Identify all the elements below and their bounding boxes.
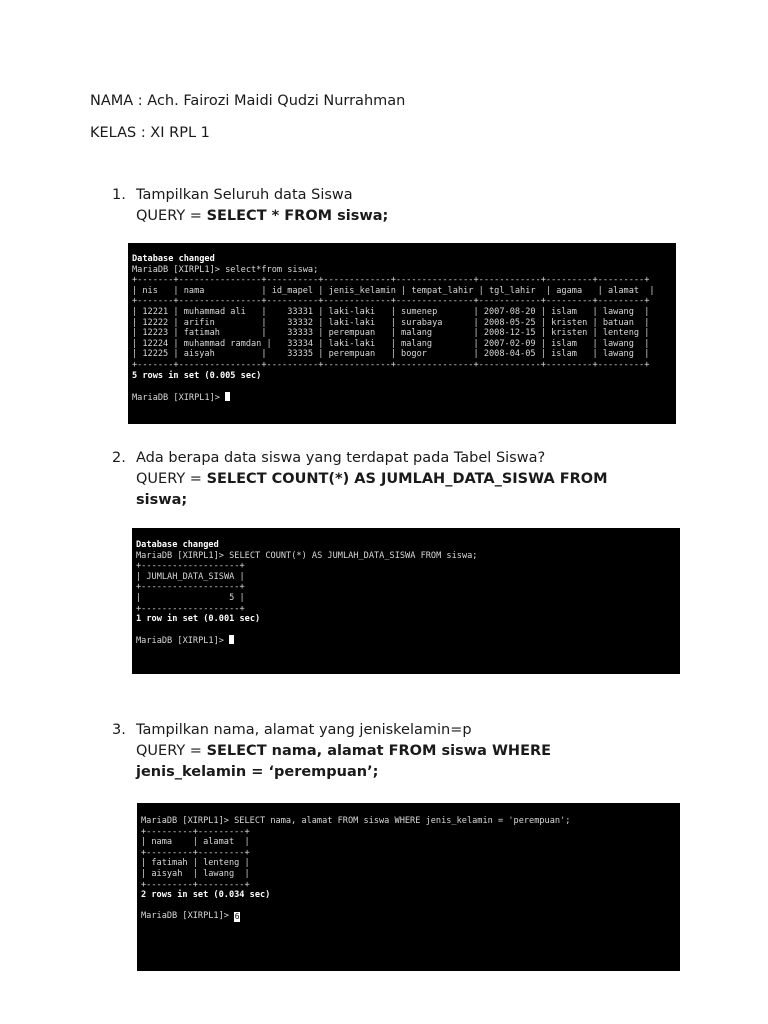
terminal-line: MariaDB [XIRPL1]>: [132, 392, 676, 404]
terminal-line: 1 row in set (0.001 sec): [136, 614, 261, 625]
terminal-line: | aisyah | lawang |: [141, 868, 250, 879]
terminal-line: Database changed: [132, 254, 215, 264]
terminal-line: [141, 901, 680, 912]
terminal-line: MariaDB [XIRPL1]> select*from siswa;: [132, 264, 319, 275]
student-class: KELAS : XI RPL 1: [90, 125, 210, 141]
terminal-line: | fatimah | lenteng |: [141, 858, 250, 869]
terminal-cursor: [225, 392, 230, 401]
item-3-question: Tampilkan nama, alamat yang jeniskelamin=p: [136, 722, 472, 738]
terminal-line: +---------+---------+: [141, 847, 250, 858]
terminal-line: [132, 381, 676, 392]
terminal-line: | JUMLAH_DATA_SISWA |: [136, 571, 245, 582]
terminal-line: 2 rows in set (0.034 sec): [141, 890, 271, 901]
item-1-query-line: [136, 206, 656, 227]
terminal-line: | 12223 | fatimah | 33333 | perempuan | malang | 2008-12-15 | kristen | lenteng |: [132, 328, 650, 339]
terminal-line: +-------+----------------+----------+-------------+---------------+------------+---------+---------+: [132, 296, 650, 307]
item-1-query: SELECT * FROM siswa;: [206, 208, 389, 224]
terminal-line: +---------+---------+: [141, 879, 250, 890]
terminal-line: | 5 |: [136, 592, 245, 603]
terminal-line: 5 rows in set (0.005 sec): [132, 370, 262, 381]
terminal-line: +-------+----------------+----------+-------------+---------------+------------+---------+---------+: [132, 359, 650, 370]
terminal-line: +-------------------+: [136, 603, 245, 614]
student-name: NAMA : Ach. Fairozi Maidi Qudzi Nurrahman: [90, 93, 406, 109]
item-3-number: 3.: [112, 722, 126, 738]
item-1-number: 1.: [112, 187, 126, 203]
terminal-line: | 12224 | muhammad ramdan | 33334 | laki-laki | malang | 2007-02-09 | islam | lawang |: [132, 338, 650, 349]
terminal-line: +---------+---------+: [141, 826, 250, 837]
item-2-query-line: [136, 469, 656, 511]
terminal-line: +-------------------+: [136, 582, 245, 593]
item-1-question: Tampilkan Seluruh data Siswa: [136, 187, 353, 203]
item-1-query-prefix: QUERY =: [136, 208, 207, 224]
terminal-line: MariaDB [XIRPL1]> SELECT COUNT(*) AS JUMLAH_DATA_SISWA FROM siswa;: [136, 550, 478, 561]
terminal-line: | 12222 | arifin | 33332 | laki-laki | surabaya | 2008-05-25 | kristen | batuan |: [132, 317, 650, 328]
terminal-line: [136, 625, 680, 636]
item-2-question-block: [136, 448, 656, 511]
terminal-line: | nama | alamat |: [141, 837, 250, 848]
terminal-line: +-------------------+: [136, 561, 245, 572]
item-3-question-block: [136, 720, 656, 783]
terminal-line: Database changed: [136, 540, 219, 550]
item-2-terminal-screenshot: [132, 528, 680, 674]
terminal-line: | 12221 | muhammad ali | 33331 | laki-laki | sumenep | 2007-08-20 | islam | lawang |: [132, 306, 650, 317]
terminal-cursor: [229, 635, 234, 644]
terminal-line: | nis | nama | id_mapel | jenis_kelamin | tempat_lahir | tgl_lahir | agama | alamat |: [132, 285, 655, 296]
item-2-query: SELECT COUNT(*) AS JUMLAH_DATA_SISWA FROM siswa;: [136, 471, 608, 508]
terminal-line: MariaDB [XIRPL1]> 6: [141, 911, 240, 922]
item-3-terminal-screenshot: [137, 803, 680, 971]
item-2-query-prefix: QUERY =: [136, 471, 207, 487]
item-3-query-line: [136, 741, 656, 783]
item-2-number: 2.: [112, 450, 126, 466]
terminal-line: | 12225 | aisyah | 33335 | perempuan | bogor | 2008-04-05 | islam | lawang |: [132, 349, 650, 360]
item-1-terminal-screenshot: [128, 243, 676, 424]
terminal-cursor: 6: [234, 912, 240, 922]
item-3-query: SELECT nama, alamat FROM siswa WHERE jenis_kelamin = ‘perempuan’;: [136, 743, 552, 780]
terminal-line: MariaDB [XIRPL1]>: [136, 635, 680, 647]
terminal-line: +-------+----------------+----------+-------------+---------------+------------+---------+---------+: [132, 275, 650, 286]
item-2-question: Ada berapa data siswa yang terdapat pada Tabel Siswa?: [136, 450, 546, 466]
terminal-line: MariaDB [XIRPL1]> SELECT nama, alamat FROM siswa WHERE jenis_kelamin = 'perempuan';: [141, 816, 571, 826]
item-1-question-block: [136, 185, 656, 227]
item-3-query-prefix: QUERY =: [136, 743, 207, 759]
